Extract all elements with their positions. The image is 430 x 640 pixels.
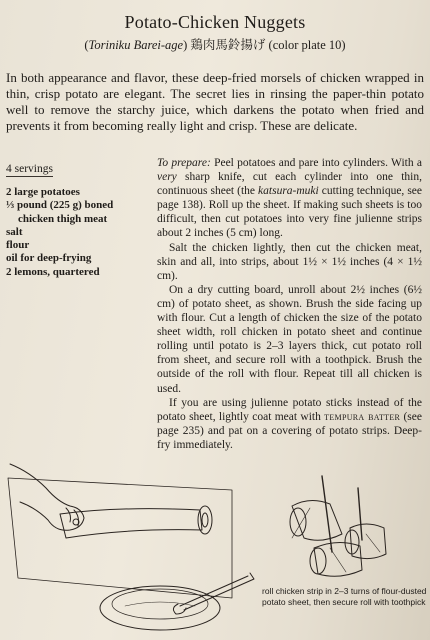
step-text: cutting technique, see page 138). Roll up the sheet. If making such sheets is too difficult, then cut potatoes into very fine julienne strips about 2 inches (5 cm) long.	[157, 185, 422, 240]
ingredient-item: chicken thigh meat	[18, 212, 108, 225]
japanese-name: 鶏肉馬鈴揚げ	[190, 38, 266, 52]
ingredient-list	[6, 186, 156, 279]
romaji-name: Toriniku Barei-age	[88, 38, 184, 52]
cutting-board-drawing	[8, 478, 232, 598]
ingredient-item: salt	[6, 225, 23, 238]
ingredient-item: flour	[6, 239, 30, 252]
paren-close: )	[183, 38, 188, 52]
hand-drawing	[10, 464, 84, 530]
rolling-illustration	[0, 448, 430, 640]
step-text: (see page 235) and pat on a covering of potato strips. Deep-fry immediately.	[157, 410, 422, 451]
brush-drawing	[180, 573, 254, 610]
ingredient-item: oil for deep-frying	[6, 252, 92, 265]
recipe-title: Potato-Chicken Nuggets	[124, 12, 306, 32]
step-term: tempura batter	[324, 410, 401, 423]
ingredient-item: 2 lemons, quartered	[6, 265, 100, 278]
ingredient-item: 2 large potatoes	[6, 186, 80, 198]
instructions	[157, 156, 422, 452]
flour-bowl-drawing	[100, 586, 220, 630]
step-prepare	[157, 156, 422, 241]
step-roll: On a dry cutting board, unroll about 2½ inches (6½ cm) of potato sheet, as shown. Brush the side facing up with flour. Cut a length of chicken the size of the potato sheet width, roll chicken in potato sheet and continue rolling until potato is 2–3 layers thick, cut potato roll from sheet, and secure roll with a toothpick. Brush the outside of the roll with flour. Repeat till all chicken is used.	[157, 283, 422, 395]
illustration-caption: roll chicken strip in 2–3 turns of flour-dusted potato sheet, then secure roll with toothpick	[262, 586, 427, 607]
step-julienne	[157, 396, 422, 452]
step-lead: To prepare:	[157, 157, 211, 169]
paren-open: (	[84, 38, 89, 52]
step-salt: Salt the chicken lightly, then cut the chicken meat, skin and all, into strips, about 1½ × 1½ inches (4 × 1½ cm).	[157, 241, 422, 282]
intro-paragraph: In both appearance and flavor, these deep-fried morsels of chicken wrapped in thin, crisp potato are elegant. The secret lies in rinsing the paper-thin potato well to remove the starchy juice, which darkens the potato when fried and prevents it from becoming really light and crisp. These are delicate.	[6, 70, 424, 133]
step-term: katsura-muki	[258, 185, 319, 198]
recipe-subtitle	[0, 35, 430, 53]
step-emphasis: very	[157, 171, 177, 184]
step-text: sharp knife, cut each cylinder into one thin, continuous sheet (the	[157, 171, 422, 198]
potato-roll-drawing	[198, 506, 212, 534]
finished-rolls-drawing	[290, 476, 386, 576]
ingredient-item: ⅓ pound (225 g) boned	[6, 199, 114, 212]
step-text: If you are using julienne potato sticks instead of the potato sheet, lightly coat meat with	[157, 396, 422, 423]
color-plate-ref: (color plate 10)	[268, 38, 346, 52]
step-text: Peel potatoes and pare into cylinders. With a	[210, 157, 422, 169]
servings-label: 4 servings	[6, 163, 53, 175]
